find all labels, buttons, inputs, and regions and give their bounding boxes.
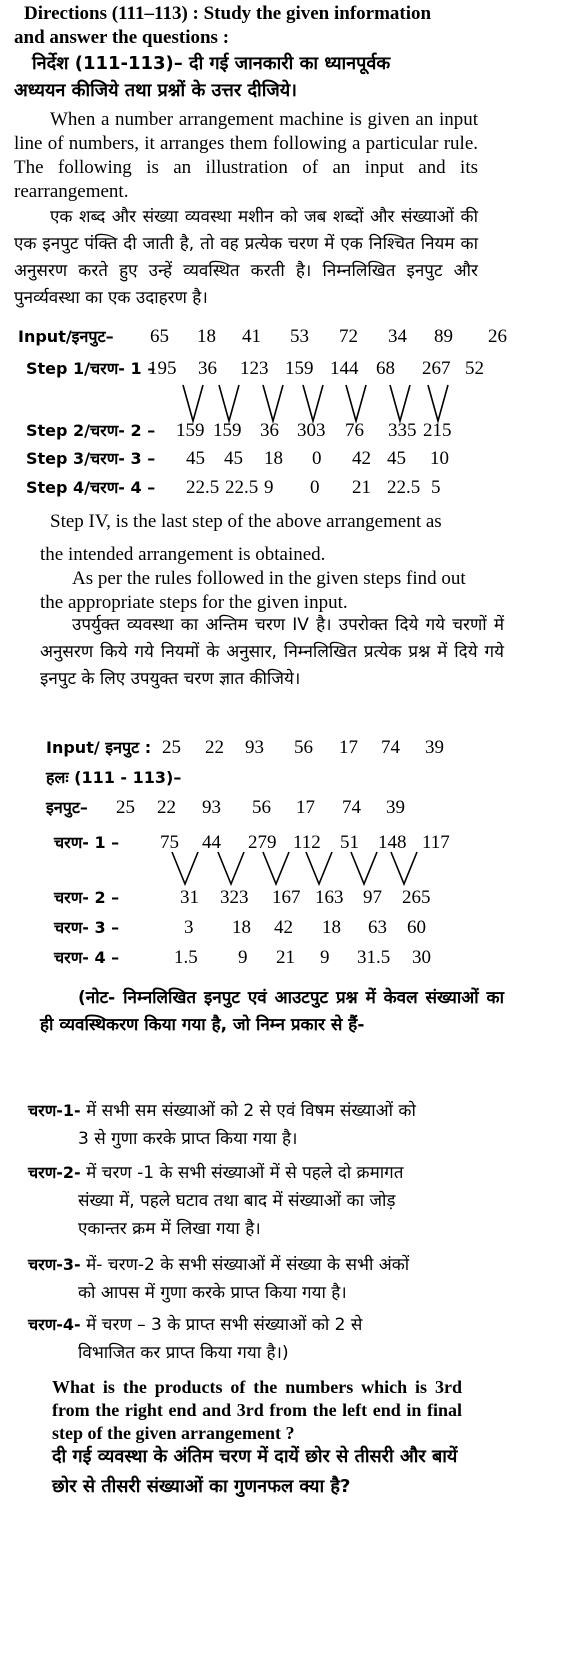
transition-arrow-icon [390, 385, 410, 421]
directions-en-line2: and answer the questions : [14, 27, 230, 48]
solution-step1-row-value: 117 [422, 832, 450, 853]
example-step2-row [26, 418, 578, 444]
rule-text-continued: संख्या में, पहले घटाव तथा बाद में संख्याओं का जोड़ [78, 1191, 396, 1211]
example-step3-row-value: 45 [186, 448, 205, 469]
example-input-row-value: 26 [488, 326, 507, 347]
solution-heading-text: हलः (111 - 113)– [46, 768, 182, 787]
solution-step1-row-value: 112 [293, 832, 321, 853]
directions-hi-line2: अध्ययन कीजिये तथा प्रश्नों के उत्तर दीजिये। [14, 80, 297, 101]
rule-text: में चरण – 3 के प्राप्त सभी संख्याओं को 2 से [80, 1315, 363, 1335]
example-step3-row-value: 45 [224, 448, 243, 469]
solution-step1-row-label: चरण- 1 – [54, 833, 120, 852]
solution-step4-row-value: 9 [320, 947, 330, 968]
solution-input-row-value: 56 [252, 797, 271, 818]
note-text: (नोट- निम्नलिखित इनपुट एवं आउटपुट प्रश्न में केवल संख्याओं का ही व्यवस्थिकरण किया गया है, जो निम्न प्रकार से हैं- [40, 988, 504, 1035]
solution-step4-row-value: 31.5 [357, 947, 391, 968]
example-input-row-value: 18 [197, 326, 216, 347]
question-input-row-value: 39 [425, 737, 444, 758]
solution-step4-row-value: 30 [412, 947, 431, 968]
solution-step3-row-label: चरण- 3 – [54, 918, 120, 937]
solution-step1-row-value: 51 [340, 832, 359, 853]
transition-arrow-icon [263, 385, 283, 421]
example-step1-row [26, 356, 578, 382]
solution-step4-row-value: 1.5 [174, 947, 198, 968]
directions-heading-hi [14, 50, 576, 104]
solution-input-row-label: इनपुट– [46, 798, 88, 817]
example-step3-row-value: 0 [312, 448, 322, 469]
example-step4-row-value: 22.5 [387, 477, 421, 498]
solution-step2-row-value: 97 [363, 887, 382, 908]
question-input-row-value: 56 [294, 737, 313, 758]
middle-en [40, 510, 510, 615]
example-step1-row-value: 36 [198, 358, 217, 379]
question-input-row-label: Input/ इनपुट : [46, 738, 152, 757]
example-step1-row-value: 195 [148, 358, 177, 379]
solution-step3-row-value: 18 [232, 917, 251, 938]
transition-arrow-icon [428, 385, 448, 421]
middle-en-line2: the intended arrangement is obtained. [40, 544, 326, 565]
solution-step2-row [54, 885, 578, 911]
example-input-row-value: 41 [242, 326, 261, 347]
rule-text-continued: 3 से गुणा करके प्राप्त किया गया है। [78, 1129, 298, 1149]
transition-arrow-icon [183, 385, 203, 421]
solution-step4-row-value: 9 [238, 947, 248, 968]
directions-en-line1: Directions (111–113) : Study the given information [24, 3, 432, 24]
example-step2-row-label: Step 2/चरण- 2 – [26, 421, 156, 440]
question-input-row [46, 735, 578, 761]
rule-4 [28, 1311, 508, 1367]
rule-text-continued: विभाजित कर प्राप्त किया गया है।) [78, 1343, 289, 1363]
example-input-row-value: 53 [290, 326, 309, 347]
solution-step1-row-value: 44 [202, 832, 221, 853]
rule-text: में चरण -1 के सभी संख्याओं में से पहले दो क्रमागत [80, 1163, 404, 1183]
example-input-row-value: 89 [434, 326, 453, 347]
solution-step2-row-label: चरण- 2 – [54, 888, 120, 907]
rule-text: में सभी सम संख्याओं को 2 से एवं विषम संख्याओं को [80, 1101, 416, 1121]
middle-en-line4: the appropriate steps for the given input. [40, 592, 348, 613]
solution-step3-row [54, 915, 578, 941]
example-step2-row-value: 159 [213, 420, 242, 441]
example-input-row-value: 34 [388, 326, 407, 347]
example-step4-row-label: Step 4/चरण- 4 – [26, 478, 156, 497]
example-step3-row-value: 10 [430, 448, 449, 469]
example-input-row-value: 65 [150, 326, 169, 347]
solution-step3-row-value: 42 [274, 917, 293, 938]
example-step3-row-value: 42 [352, 448, 371, 469]
question-en: What is the products of the numbers which is 3rd from the right end and 3rd from the left end in final step of the given arrangement ? [52, 1377, 462, 1443]
transition-arrow-icon [351, 852, 377, 884]
transition-arrow-icon [303, 385, 323, 421]
transition-arrow-icon [219, 385, 239, 421]
example-step4-row-value: 0 [310, 477, 320, 498]
middle-hi: उपर्युक्त व्यवस्था का अन्तिम चरण IV है। उपरोक्त दिये गये चरणों में अनुसरण किये गये नियमों के अनुसार, निम्नलिखित प्रत्येक प्रश्न में दिये गये इनपुट के लिए उपयुक्त चरण ज्ञात कीजिये। [40, 615, 504, 689]
example-step3-row [26, 446, 578, 472]
question-input-row-value: 22 [205, 737, 224, 758]
transition-arrow-icon [346, 385, 366, 421]
rule-label: चरण-4- [28, 1315, 81, 1334]
directions-hi-line1: निर्देश (111-113)– दी गई जानकारी का ध्यानपूर्वक [32, 53, 391, 74]
rule-text-continued: एकान्तर क्रम में लिखा गया है। [78, 1219, 261, 1239]
example-step1-row-label: Step 1/चरण- 1 – [26, 359, 156, 378]
example-step2-row-value: 335 [388, 420, 417, 441]
example-step3-row-value: 45 [387, 448, 406, 469]
solution-input-row [46, 795, 578, 821]
example-step2-row-value: 159 [176, 420, 205, 441]
example-step2-row-value: 36 [260, 420, 279, 441]
rule-2 [28, 1159, 508, 1243]
solution-step1-row-value: 75 [160, 832, 179, 853]
solution-step2-row-value: 31 [180, 887, 199, 908]
transition-arrow-icon [218, 852, 244, 884]
example-step2-row-value: 215 [423, 420, 452, 441]
rule-label: चरण-1- [28, 1101, 81, 1120]
solution-input-row-value: 25 [116, 797, 135, 818]
question-hi: दी गई व्यवस्था के अंतिम चरण में दायें छोर से तीसरी और बायें छोर से तीसरी संख्याओं का गुणनफल क्या है? [52, 1446, 458, 1497]
rule-text-continued: को आपस में गुणा करके प्राप्त किया गया है। [78, 1283, 347, 1303]
rule-3 [28, 1251, 508, 1307]
example-input-row [18, 324, 578, 350]
solution-input-row-value: 93 [202, 797, 221, 818]
middle-en-line1: Step IV, is the last step of the above arrangement as [50, 511, 442, 532]
rule-label: चरण-3- [28, 1255, 81, 1274]
solution-step2-row-value: 323 [220, 887, 249, 908]
question-input-row-value: 93 [245, 737, 264, 758]
rule-text: में- चरण-2 के सभी संख्याओं में संख्या के सभी अंकों [80, 1255, 410, 1275]
solution-input-row-value: 74 [342, 797, 361, 818]
solution-step3-row-value: 18 [322, 917, 341, 938]
example-step3-row-value: 18 [264, 448, 283, 469]
middle-en-line3: As per the rules followed in the given steps find out [72, 568, 466, 589]
example-step2-row-value: 76 [345, 420, 364, 441]
transition-arrow-icon [391, 852, 417, 884]
directions-heading-en [14, 2, 576, 50]
example-step1-row-value: 144 [330, 358, 359, 379]
example-input-row-value: 72 [339, 326, 358, 347]
example-step4-row [26, 475, 578, 501]
intro-en: When a number arrangement machine is given an input line of numbers, it arranges them following a particular rule. The following is an illustration of an input and its rearrangement. [14, 109, 478, 202]
example-step2-row-value: 303 [297, 420, 326, 441]
example-step4-row-value: 22.5 [186, 477, 220, 498]
rule-1 [28, 1097, 508, 1153]
solution-step3-row-value: 3 [184, 917, 194, 938]
example-step4-row-value: 9 [264, 477, 274, 498]
solution-step2-row-value: 167 [272, 887, 301, 908]
example-step4-row-value: 5 [431, 477, 441, 498]
solution-input-row-value: 39 [386, 797, 405, 818]
intro-hi: एक शब्द और संख्या व्यवस्था मशीन को जब शब्दों और संख्याओं की एक इनपुट पंक्ति दी जाती है, तो वह प्रत्येक चरण में एक निश्चित नियम का अनुसरण करते हुए उन्हें व्यवस्थित करती है। निम्नलिखित इनपुट और पुनर्व्यवस्था का एक उदाहरण है। [14, 207, 478, 308]
solution-step1-row-value: 148 [378, 832, 407, 853]
example-step1-row-value: 159 [285, 358, 314, 379]
solution-input-row-value: 22 [157, 797, 176, 818]
solution-input-row-value: 17 [296, 797, 315, 818]
example-step1-row-value: 267 [422, 358, 451, 379]
solution-step1-row-value: 279 [248, 832, 277, 853]
example-step1-row-value: 52 [465, 358, 484, 379]
question-input-row-value: 25 [162, 737, 181, 758]
example-step4-row-value: 22.5 [225, 477, 259, 498]
transition-arrow-icon [263, 852, 289, 884]
solution-step2-row-value: 163 [315, 887, 344, 908]
example-step1-row-value: 123 [240, 358, 269, 379]
solution-step4-row-value: 21 [276, 947, 295, 968]
solution-step4-row [54, 945, 578, 971]
transition-arrow-icon [306, 852, 332, 884]
example-step3-row-label: Step 3/चरण- 3 – [26, 449, 156, 468]
example-step1-row-value: 68 [376, 358, 395, 379]
example-step4-row-value: 21 [352, 477, 371, 498]
rule-label: चरण-2- [28, 1163, 81, 1182]
transition-arrow-icon [172, 852, 198, 884]
solution-step3-row-value: 60 [407, 917, 426, 938]
question-input-row-value: 17 [339, 737, 358, 758]
solution-step3-row-value: 63 [368, 917, 387, 938]
solution-step4-row-label: चरण- 4 – [54, 948, 120, 967]
question-input-row-value: 74 [381, 737, 400, 758]
example-input-row-label: Input/इनपुट– [18, 327, 114, 346]
solution-step2-row-value: 265 [402, 887, 431, 908]
